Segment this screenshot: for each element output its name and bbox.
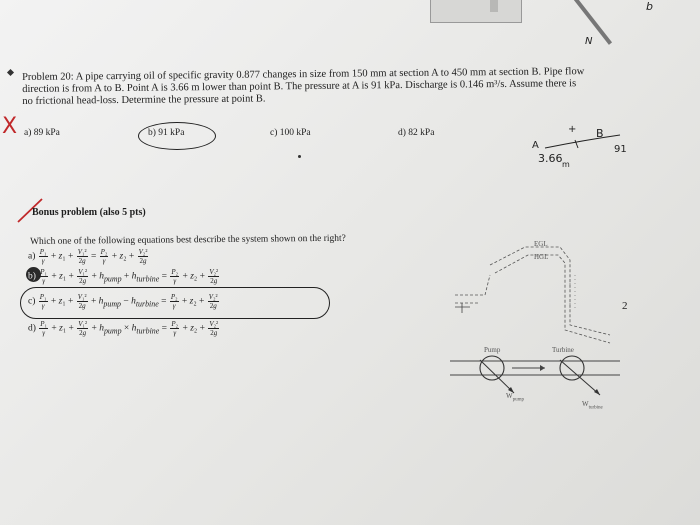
bonus-title: Bonus problem (also 5 pts)	[32, 207, 146, 218]
option-b: b) 91 kPa	[148, 128, 185, 138]
problem-20-text	[22, 65, 672, 108]
turbine-circle	[560, 356, 584, 380]
top-post	[490, 0, 498, 12]
w-pump-main: W	[506, 392, 513, 400]
label-pump: Pump	[484, 346, 501, 354]
w-turbine-sub: turbine	[588, 405, 603, 411]
answer-circle	[138, 122, 216, 150]
egl-line	[490, 247, 610, 335]
equation-c: c) $\frac{\text{P₁}}{\gamma}$ + z₁ + $\frac{\text{V₁²}}{2g}$ + $h_{pump} - h_{turbine}$ = $\frac{\text{P₂}}{\gamma}$ + z₂ + $\frac{\text{V₂²}}{2g}$	[28, 293, 218, 310]
label-egl: EGL	[534, 240, 548, 248]
note-m: m	[562, 160, 570, 169]
top-figure-remnant	[430, 0, 522, 23]
eq-b-label: b)	[28, 271, 36, 282]
label-turbine: Turbine	[552, 346, 574, 354]
flow-arrow-head	[540, 365, 545, 371]
left-level-line	[455, 275, 490, 295]
red-cross-mark: X	[2, 114, 18, 139]
top-letter-b: b	[646, 0, 653, 13]
bonus-question: Which one of the following equations best describe the system shown on the right?	[30, 233, 346, 247]
problem-line-2: direction is from A to B. Point A is 3.66 m lower than point B. The pressure at A is 91 kPa. Discharge is 0.146 m³/s. Assume there is	[22, 78, 577, 95]
top-letter-n: N	[585, 36, 593, 47]
label-hgl: HGL	[534, 253, 549, 261]
option-d: d) 82 kPa	[398, 128, 435, 138]
equation-a: a) $\frac{\text{P₁}}{\gamma}$ + z₁ + $\frac{\text{V₁²}}{2g}$ = $\frac{\text{P₂}}{\gamma}$ + z₂ + $\frac{\text{V₂²}}{2g}$	[28, 248, 148, 265]
pump-circle	[480, 356, 504, 380]
note-366: 3.66	[538, 152, 563, 165]
note-a: A	[532, 140, 539, 151]
dot	[298, 155, 301, 158]
label-point-2: 2	[622, 300, 628, 312]
label-w-pump	[506, 392, 524, 402]
turbine-shaft	[560, 360, 600, 395]
label-w-turbine	[582, 400, 603, 410]
start-tick	[455, 303, 470, 313]
option-a: a) 89 kPa	[24, 128, 60, 138]
w-turbine-main: W	[582, 400, 589, 408]
option-c: c) 100 kPa	[270, 128, 311, 138]
eq-a-label: a)	[28, 251, 36, 262]
pump-shaft	[480, 360, 514, 393]
bullet-mark	[7, 69, 14, 76]
eq-c-label: c)	[28, 296, 36, 307]
note-b: B	[596, 127, 604, 140]
eq-d-label: d)	[28, 323, 36, 334]
egl-hgl-diagram	[450, 235, 640, 425]
note-91: 91	[614, 144, 627, 155]
note-plus: +	[568, 124, 577, 135]
w-pump-sub: pump	[512, 397, 524, 403]
hgl-line	[495, 255, 610, 343]
problem-line-3: no frictional head-loss. Determine the pressure at point B.	[22, 93, 266, 107]
equation-d: d) $\frac{\text{P₁}}{\gamma}$ + z₁ + $\frac{\text{V₁²}}{2g}$ + $h_{pump} \times h_{turbine}$ = $\frac{\text{P₂}}{\gamma}$ + z₂ + $\frac{\text{V₂²}}{2g}$	[28, 320, 219, 337]
problem-line-1: Problem 20: A pipe carrying oil of specific gravity 0.877 changes in size from 150 mm at section A to 450 mm at section B. Pipe flow	[22, 66, 585, 83]
equation-b: b) $\frac{\text{P₁}}{\gamma}$ + z₁ + $\frac{\text{V₁²}}{2g}$ + $h_{pump} + h_{turbine}$ = $\frac{\text{P₂}}{\gamma}$ + z₂ + $\frac{\text{V₂²}}{2g}$	[28, 268, 219, 285]
